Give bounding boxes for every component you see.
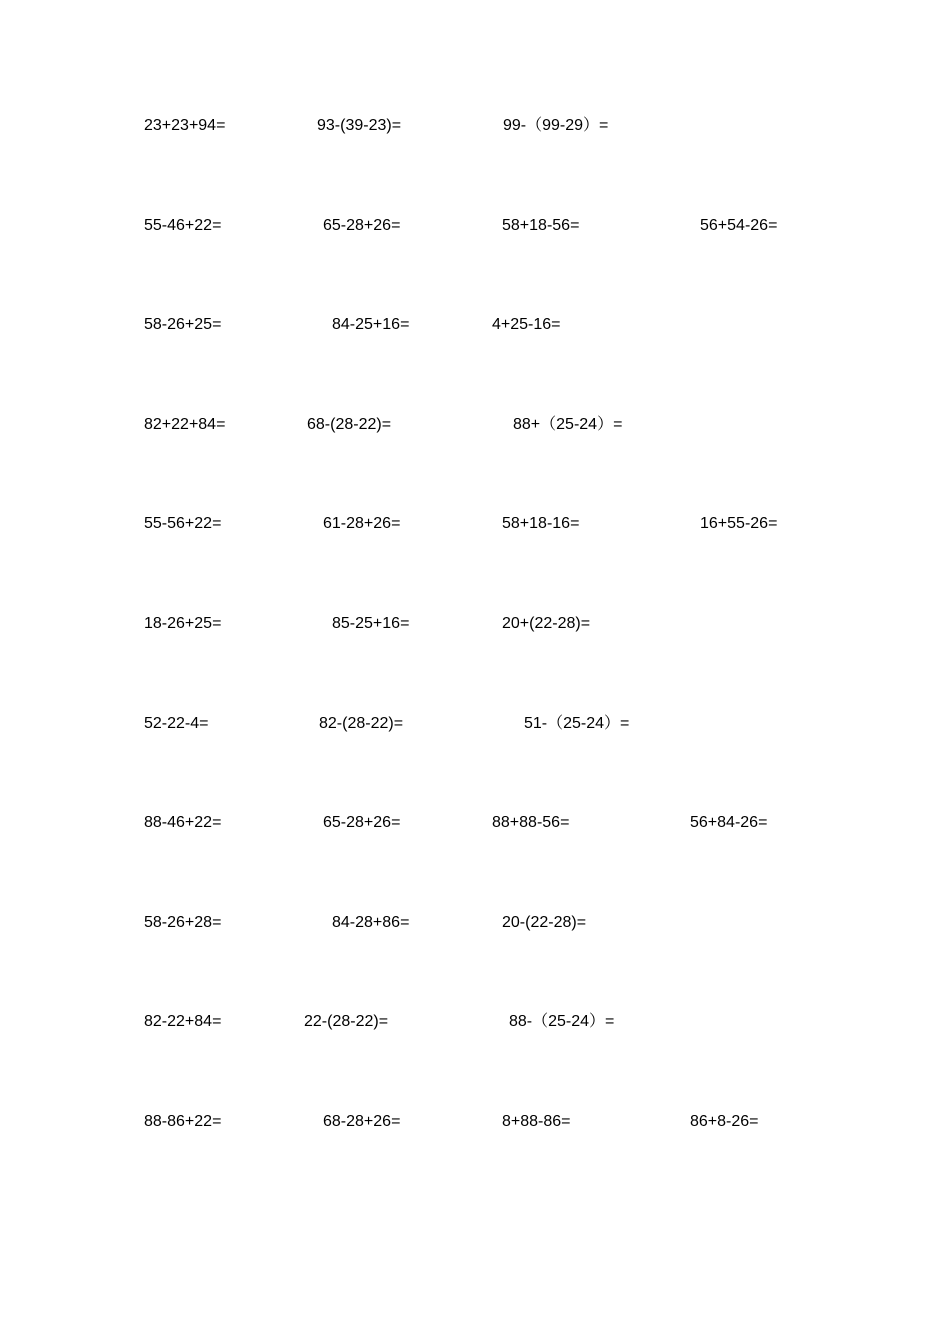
problem-r4-c3: 88+（25-24）= <box>513 416 623 433</box>
problem-r4-c2: 68-(28-22)= <box>307 416 392 433</box>
problem-r9-c1: 58-26+28= <box>144 914 222 931</box>
problem-r2-c4: 56+54-26= <box>700 217 778 234</box>
problem-r7-c2: 82-(28-22)= <box>319 715 404 732</box>
problem-r8-c4: 56+84-26= <box>690 814 768 831</box>
problem-r7-c3: 51-（25-24）= <box>524 715 630 732</box>
problem-row <box>0 811 950 835</box>
problem-row <box>0 911 950 935</box>
problem-r9-c3: 20-(22-28)= <box>502 914 587 931</box>
problem-row <box>0 313 950 337</box>
problem-row <box>0 214 950 238</box>
problem-r5-c2: 61-28+26= <box>323 515 401 532</box>
problem-r11-c2: 68-28+26= <box>323 1113 401 1130</box>
problem-r5-c3: 58+18-16= <box>502 515 580 532</box>
problem-row <box>0 1110 950 1134</box>
problem-r2-c1: 55-46+22= <box>144 217 222 234</box>
problem-r4-c1: 82+22+84= <box>144 416 226 433</box>
problem-r9-c2: 84-28+86= <box>332 914 410 931</box>
problem-r11-c1: 88-86+22= <box>144 1113 222 1130</box>
problem-r2-c3: 58+18-56= <box>502 217 580 234</box>
problem-r3-c2: 84-25+16= <box>332 316 410 333</box>
problem-r10-c1: 82-22+84= <box>144 1013 222 1030</box>
problem-row <box>0 413 950 437</box>
problem-r11-c4: 86+8-26= <box>690 1113 759 1130</box>
problem-r3-c3: 4+25-16= <box>492 316 561 333</box>
problem-r5-c1: 55-56+22= <box>144 515 222 532</box>
problem-r1-c3: 99-（99-29）= <box>503 117 609 134</box>
problem-r8-c3: 88+88-56= <box>492 814 570 831</box>
problem-row <box>0 612 950 636</box>
problem-r7-c1: 52-22-4= <box>144 715 209 732</box>
problem-r6-c1: 18-26+25= <box>144 615 222 632</box>
problem-r6-c3: 20+(22-28)= <box>502 615 591 632</box>
problem-r3-c1: 58-26+25= <box>144 316 222 333</box>
problem-r8-c1: 88-46+22= <box>144 814 222 831</box>
problem-row <box>0 712 950 736</box>
problem-r2-c2: 65-28+26= <box>323 217 401 234</box>
problem-r6-c2: 85-25+16= <box>332 615 410 632</box>
problem-r5-c4: 16+55-26= <box>700 515 778 532</box>
problem-row <box>0 512 950 536</box>
problem-row <box>0 114 950 138</box>
problem-r11-c3: 8+88-86= <box>502 1113 571 1130</box>
problem-r8-c2: 65-28+26= <box>323 814 401 831</box>
problem-r10-c2: 22-(28-22)= <box>304 1013 389 1030</box>
problem-r1-c2: 93-(39-23)= <box>317 117 402 134</box>
problem-row <box>0 1010 950 1034</box>
problem-r1-c1: 23+23+94= <box>144 117 226 134</box>
problem-r10-c3: 88-（25-24）= <box>509 1013 615 1030</box>
